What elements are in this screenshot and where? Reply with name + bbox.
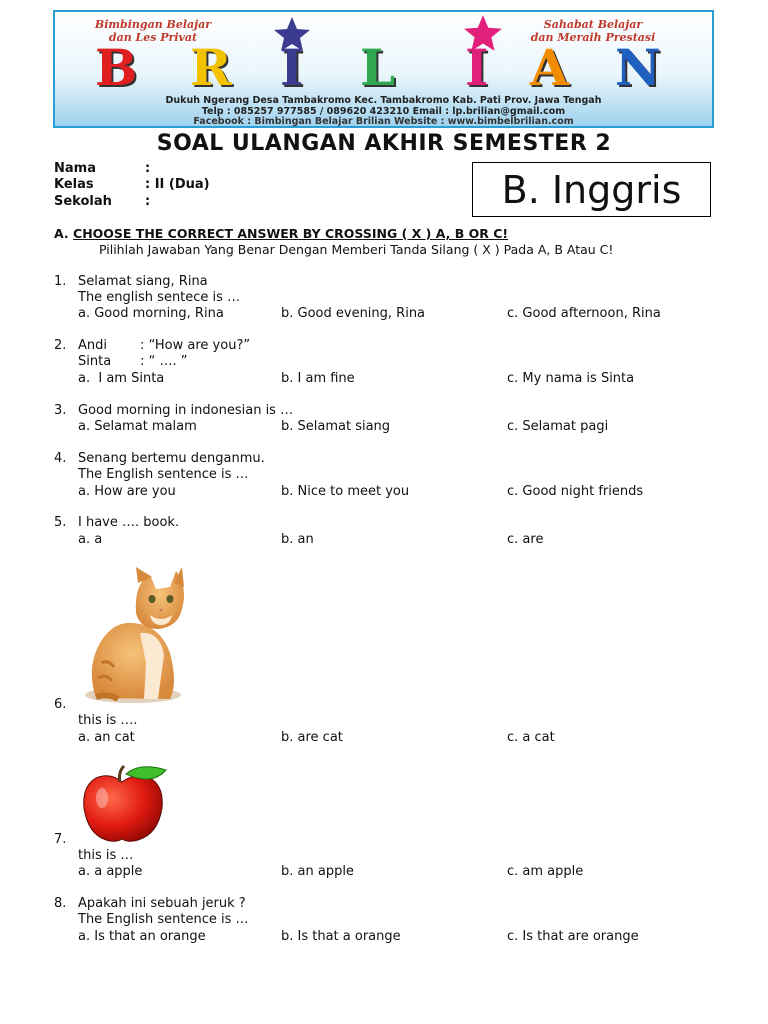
answer-option-a[interactable]: a. a [78,532,103,547]
brand-letter: A [530,38,569,97]
question-number: 7. [54,832,67,847]
banner-tagline-left-top: Bimbingan Belajar [94,18,212,31]
field-label-sekolah: Sekolah [54,194,112,209]
answer-option-b[interactable]: b. an apple [281,864,354,879]
brand-letter: N [615,38,661,97]
question-number: 4. [54,451,67,466]
answer-option-c[interactable]: c. Good afternoon, Rina [507,306,661,321]
question-line: Apakah ini sebuah jeruk ? [78,896,246,911]
banner-contact: Telp : 085257 977585 / 089620 423210 Email : lp.brilian@gmail.com [201,106,566,117]
answer-option-b[interactable]: b. Nice to meet you [281,484,410,499]
field-label-nama: Nama [54,161,96,176]
question-number: 5. [54,515,67,530]
field-value-kelas: : II (Dua) [145,177,210,192]
question-line: Andi : “How are you?” [78,338,251,353]
question-line: Sinta : “ …. ” [78,354,188,369]
answer-option-b[interactable]: b. are cat [281,730,343,745]
question-line: Good morning in indonesian is … [78,403,294,418]
answer-option-b[interactable]: b. I am fine [281,371,355,386]
apple-image [80,764,170,844]
section-instruction-id: Pilihlah Jawaban Yang Benar Dengan Memberi Tanda Silang ( X ) Pada A, B Atau C! [99,242,614,257]
question-line: this is … [78,848,134,863]
answer-option-c[interactable]: c. Is that are orange [507,929,639,944]
question-line: I have …. book. [78,515,180,530]
question-number: 1. [54,274,67,289]
answer-option-c[interactable]: c. am apple [507,864,584,879]
question-number: 3. [54,403,67,418]
field-value-sekolah: : [145,194,151,209]
question-line: The english sentece is … [78,290,241,305]
answer-option-a[interactable]: a. a apple [78,864,143,879]
question-number: 2. [54,338,67,353]
brand-letter: L [360,38,396,97]
header-banner [53,10,714,128]
question-line: Selamat siang, Rina [78,274,208,289]
answer-option-c[interactable]: c. Selamat pagi [507,419,609,434]
question-line: Senang bertemu denganmu. [78,451,265,466]
answer-option-c[interactable]: c. My nama is Sinta [507,371,635,386]
banner-tagline-right-bottom: dan Meraih Prestasi [530,31,656,44]
question-line: The English sentence is … [78,912,249,927]
section-heading [54,226,508,241]
brand-letter: B [95,38,138,97]
brand-letter: I [280,38,304,97]
banner-tagline-left-bottom: dan Les Privat [108,31,198,44]
answer-option-a[interactable]: a. Is that an orange [78,929,206,944]
answer-option-c[interactable]: c. a cat [507,730,555,745]
brand-letter: I [465,38,489,97]
question-number: 8. [54,896,67,911]
answer-option-a[interactable]: a. I am Sinta [78,371,165,386]
brand-letter: R [190,38,232,97]
answer-option-c[interactable]: c. are [507,532,544,547]
field-value-nama: : [145,161,151,176]
question-line: this is …. [78,713,138,728]
banner-tagline-right-top: Sahabat Belajar [543,18,643,31]
field-label-kelas: Kelas [54,177,94,192]
banner-address: Dukuh Ngerang Desa Tambakromo Kec. Tambakromo Kab. Pati Prov. Jawa Tengah [165,95,602,106]
subject-box: B. Inggris [472,162,711,217]
section-letter: A. [54,226,69,241]
answer-option-a[interactable]: a. Good morning, Rina [78,306,224,321]
answer-option-a[interactable]: a. How are you [78,484,176,499]
answer-option-b[interactable]: b. an [281,532,314,547]
answer-option-a[interactable]: a. an cat [78,730,135,745]
question-number: 6. [54,697,67,712]
question-line: The English sentence is … [78,467,249,482]
cat-image [78,563,190,705]
answer-option-b[interactable]: b. Is that a orange [281,929,401,944]
answer-option-b[interactable]: b. Selamat siang [281,419,391,434]
page-title: SOAL ULANGAN AKHIR SEMESTER 2 [156,131,612,156]
answer-option-c[interactable]: c. Good night friends [507,484,644,499]
banner-social: Facebook : Bimbingan Belajar Brilian Website : www.bimbelbrilian.com [193,116,574,127]
answer-option-a[interactable]: a. Selamat malam [78,419,197,434]
section-instruction: CHOOSE THE CORRECT ANSWER BY CROSSING ( X ) A, B OR C! [73,226,509,241]
answer-option-b[interactable]: b. Good evening, Rina [281,306,426,321]
